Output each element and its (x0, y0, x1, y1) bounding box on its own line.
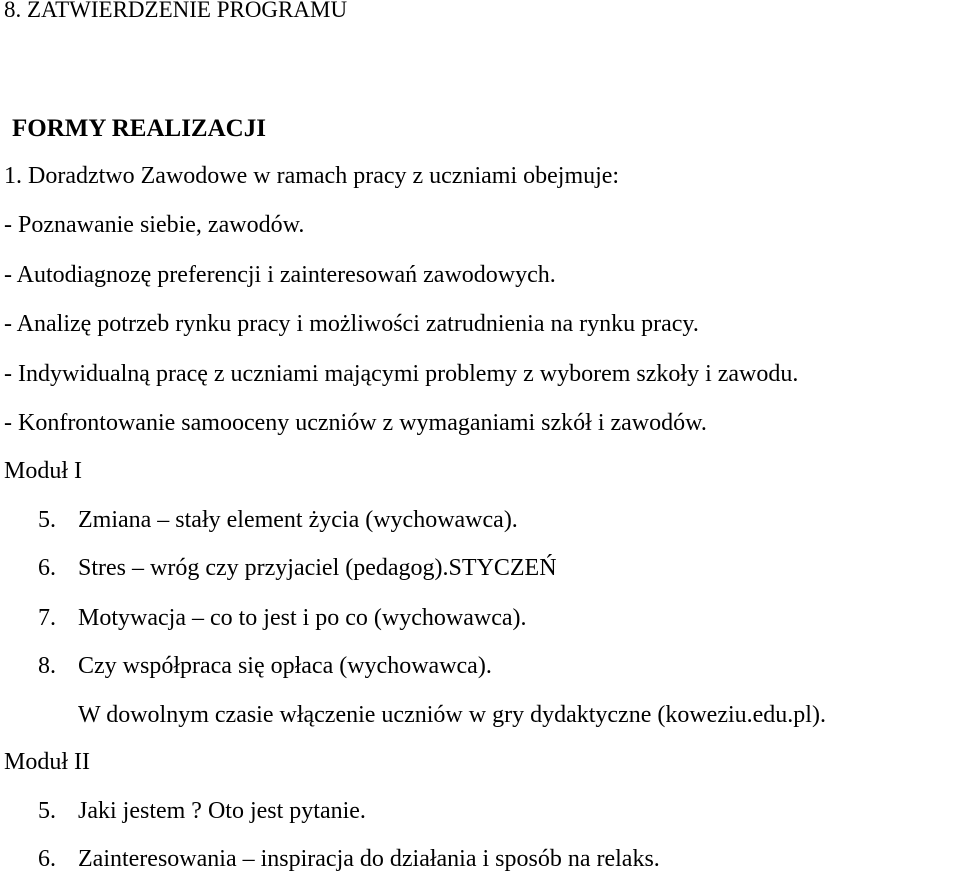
item-text: Motywacja – co to jest i po co (wychowawca). (78, 605, 527, 631)
bullet-item: - Analizę potrzeb rynku pracy i możliwości zatrudnienia na rynku pracy. (4, 311, 699, 337)
module-1-item (38, 604, 527, 632)
module-1-title: Moduł I (4, 458, 82, 484)
item-text: Zainteresowania – inspiracja do działania i sposób na relaks. (78, 846, 660, 872)
module-2-item (38, 845, 660, 873)
bullet-item: - Poznawanie siebie, zawodów. (4, 212, 305, 238)
forms-heading: FORMY REALIZACJI (12, 115, 266, 142)
item-text: Stres – wróg czy przyjaciel (pedagog).STYCZEŃ (78, 555, 557, 581)
module-2-title: Moduł II (4, 749, 90, 775)
item-text: Zmiana – stały element życia (wychowawca). (78, 507, 518, 533)
item-number: 7. (38, 605, 56, 631)
bullet-item: - Autodiagnozę preferencji i zainteresowań zawodowych. (4, 262, 556, 288)
module-1-item (38, 554, 557, 582)
item-number: 5. (38, 507, 56, 533)
module-1-item (38, 506, 518, 534)
bullet-item: - Indywidualną pracę z uczniami mającymi problemy z wyborem szkoły i zawodu. (4, 361, 799, 387)
module-2-item (38, 797, 366, 825)
item-text: Czy współpraca się opłaca (wychowawca). (78, 653, 492, 679)
item-number: 6. (38, 846, 56, 872)
item-number: 5. (38, 798, 56, 824)
item-text: Jaki jestem ? Oto jest pytanie. (78, 798, 366, 824)
item-number: 8. (38, 653, 56, 679)
intro-line: 1. Doradztwo Zawodowe w ramach pracy z uczniami obejmuje: (4, 163, 620, 189)
bullet-item: - Konfrontowanie samooceny uczniów z wymaganiami szkół i zawodów. (4, 410, 707, 436)
module-1-item (38, 652, 492, 680)
item-number: 6. (38, 555, 56, 581)
module-1-note: W dowolnym czasie włączenie uczniów w gry dydaktyczne (koweziu.edu.pl). (78, 702, 826, 728)
section-heading: 8. ZATWIERDZENIE PROGRAMU (4, 0, 348, 22)
